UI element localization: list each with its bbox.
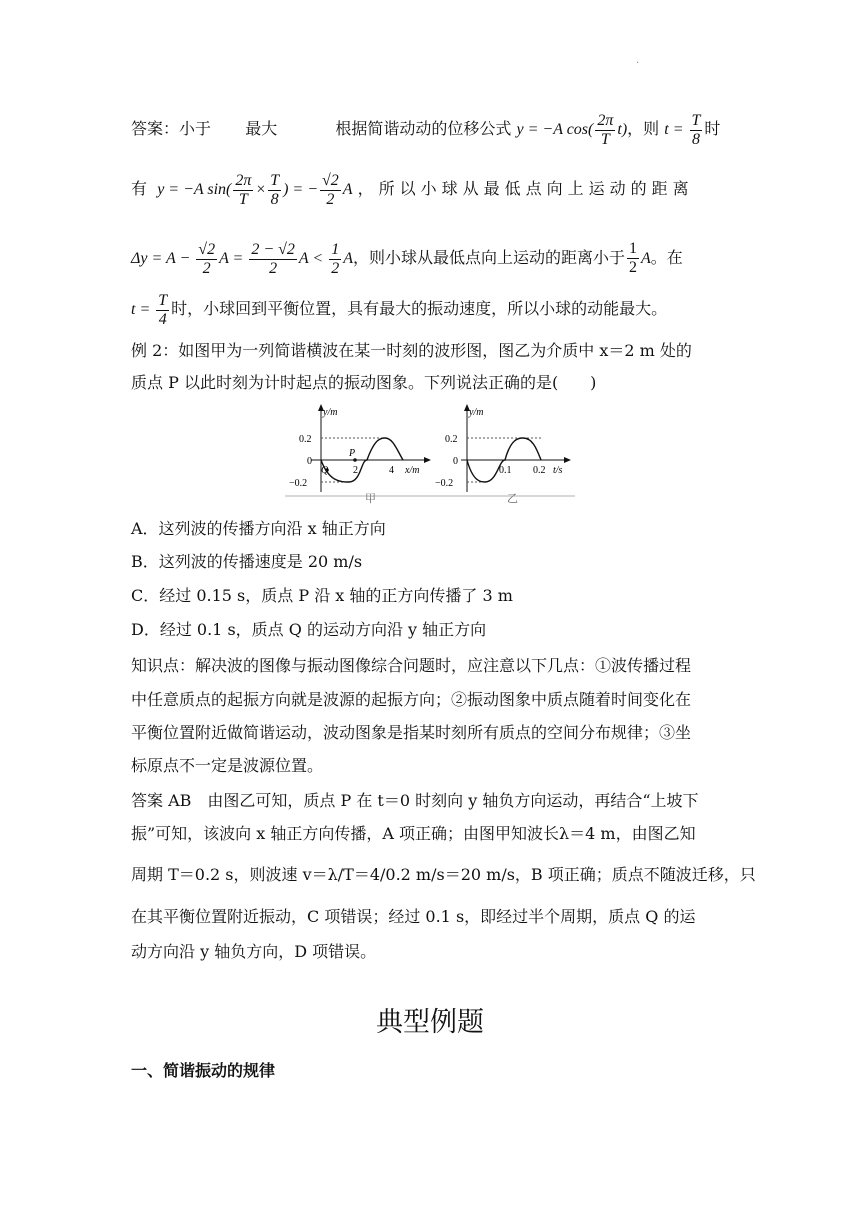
- answer1-line1: 答案：小于 最大 根据简谐动动的位移公式 y = −A cos( $\frac{2\pi}{T}$ t)，则 t = $\frac{T}{8}$ 时: [131, 112, 721, 148]
- page-mark: ·: [636, 58, 640, 69]
- right-xtick-01: 0.1: [499, 465, 512, 476]
- section-title: 典型例题: [376, 1007, 484, 1038]
- answer1-prefix: 答案：小于: [131, 119, 212, 139]
- answer1-line2a: 有: [131, 179, 148, 199]
- left-ytop: 0.2: [299, 434, 312, 445]
- right-ybottom: −0.2: [435, 478, 454, 489]
- answer1-line2: [131, 172, 731, 209]
- left-xlabel: x/m: [405, 465, 420, 476]
- wave-graph-left: [289, 404, 431, 504]
- formula-t8: t = $\frac{T}{8}$: [664, 112, 701, 148]
- left-xtick-4: 4: [389, 465, 394, 476]
- answer1-word2: 最大: [245, 119, 278, 139]
- point-p: P: [349, 448, 356, 459]
- caption-jia: 甲: [365, 493, 376, 504]
- point-q: Q: [321, 465, 329, 476]
- right-origin: 0: [453, 456, 458, 467]
- formula-delta: Δy = A − $\frac{√2}{2}$ A = $\frac{2 - √2}{2}$ A < $\frac{1}{2}$ A: [131, 240, 353, 277]
- right-xlabel: t/s: [553, 465, 563, 476]
- answer1-line3b: ，则小球从最低点向上运动的距离小于: [352, 248, 625, 267]
- caption-yi: 乙: [507, 493, 518, 504]
- option-a: A．这列波的传播方向沿 x 轴正方向: [131, 519, 386, 538]
- answer1-text4: ，则: [627, 119, 660, 139]
- answer2-line-2: 振”可知，该波向 x 轴正方向传播，A 项正确；由图甲知波长λ＝4 m，由图乙知: [131, 824, 696, 843]
- left-ylabel: y/m: [323, 407, 338, 418]
- knowledge-line-2: 中任意质点的起振方向就是波源的起振方向；②振动图象中质点随着时间变化在: [131, 690, 692, 709]
- answer2-line-1: 答案 AB 由图乙可知，质点 P 在 t＝0 时刻向 y 轴负方向运动，再结合“上坡下: [131, 791, 699, 810]
- answer2-line-5: 动方向沿 y 轴负方向，D 项错误。: [131, 942, 377, 961]
- option-b: B．这列波的传播速度是 20 m/s: [131, 552, 363, 571]
- answer1-line2b: ，所以小球从最低点向上运动的距离: [357, 179, 694, 199]
- right-ytop: 0.2: [445, 434, 458, 445]
- option-c: C．经过 0.15 s，质点 P 沿 x 轴的正方向传播了 3 m: [131, 586, 513, 605]
- formula-t4: t = $\frac{T}{4}$: [131, 292, 168, 328]
- wave-figure: [285, 400, 575, 504]
- left-origin: 0: [307, 456, 312, 467]
- left-ybottom: −0.2: [289, 478, 308, 489]
- answer1-text3: 根据简谐动动的位移公式: [335, 119, 512, 139]
- answer1-line3: Δy = A − $\frac{√2}{2}$ A = $\frac{2 - √2}{2}$ A < $\frac{1}{2}$ A，则小球从最低点向上运动的距离小于 $\frac{1}{2}$ A。在: [131, 240, 683, 277]
- answer1-line4: t = $\frac{T}{4}$ 时，小球回到平衡位置，具有最大的振动速度，所以小球的动能最大。: [131, 292, 668, 328]
- knowledge-line-1: 知识点：解决波的图像与振动图像综合问题时，应注意以下几点：①波传播过程: [131, 656, 692, 675]
- knowledge-line-4: 标原点不一定是波源位置。: [131, 756, 324, 775]
- knowledge-line-3: 平衡位置附近做简谐运动，波动图象是指某时刻所有质点的空间分布规律；③坐: [131, 723, 692, 742]
- formula-cos: y = −A cos( $\frac{2\pi}{T}$ t): [516, 112, 628, 148]
- example2-line1: 例 2：如图甲为一列简谐横波在某一时刻的波形图，图乙为介质中 x＝2 m 处的: [131, 341, 692, 360]
- answer2-line-4: 在其平衡位置附近振动，C 项错误；经过 0.1 s，即经过半个周期，质点 Q 的运: [131, 907, 696, 926]
- option-d: D．经过 0.1 s，质点 Q 的运动方向沿 y 轴正方向: [131, 620, 487, 639]
- subsection-heading: 一、简谐振动的规律: [131, 1061, 276, 1080]
- right-ylabel: y/m: [469, 407, 484, 418]
- answer2-line-3: 周期 T＝0.2 s，则波速 v＝λ/T＝4/0.2 m/s＝20 m/s，B 项正确；质点不随波迁移，只: [131, 865, 756, 884]
- right-xtick-02: 0.2: [533, 465, 546, 476]
- left-xtick-2: 2: [353, 465, 358, 476]
- vibration-graph-right: [435, 404, 571, 504]
- formula-sin: y = −A sin( $\frac{2\pi}{T}$ × $\frac{T}{8}$ ) = − $\frac{√2}{2}$ A: [157, 172, 353, 208]
- example2-line2: 质点 P 以此时刻为计时起点的振动图象。下列说法正确的是( ): [131, 373, 597, 392]
